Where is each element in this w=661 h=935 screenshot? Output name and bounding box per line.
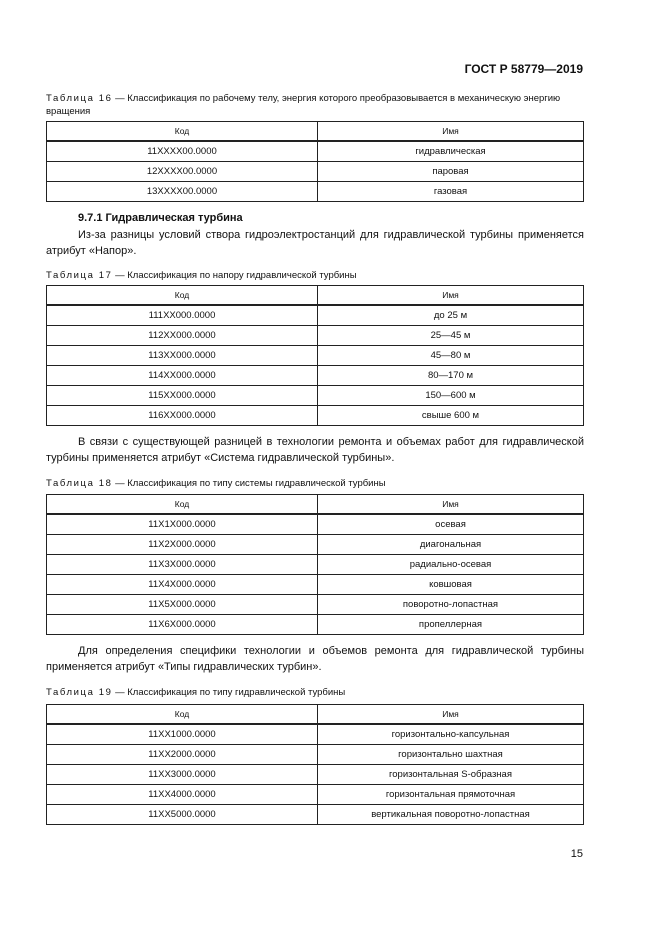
name-cell: осевая: [318, 514, 584, 535]
column-header-code: Код: [47, 705, 318, 725]
column-header-code: Код: [47, 495, 318, 515]
code-cell: 11X1X000.0000: [47, 514, 318, 535]
paragraph-type-attribute: [46, 643, 584, 675]
paragraph-system-attribute: [46, 434, 584, 466]
paragraph-text: Из-за разницы условий створа гидроэлектростанций для гидравлической турбины применяется атрибут «Напор».: [46, 229, 584, 257]
table17: [46, 285, 584, 426]
table-header-row: [47, 122, 584, 142]
code-cell: 12XXXX00.0000: [47, 162, 318, 182]
table18-caption-text: — Классификация по типу системы гидравлической турбины: [112, 478, 386, 489]
code-cell: 11XXXX00.0000: [47, 141, 318, 162]
name-cell: 45—80 м: [318, 346, 584, 366]
table-row: [47, 765, 584, 785]
table17-caption-label: Таблица 17: [46, 270, 113, 281]
table-row: [47, 615, 584, 635]
name-cell: горизонтально-капсульная: [318, 724, 584, 745]
name-cell: до 25 м: [318, 305, 584, 326]
name-cell: ковшовая: [318, 575, 584, 595]
column-header-name: Имя: [318, 705, 584, 725]
paragraph-head-attribute: [46, 227, 584, 259]
name-cell: гидравлическая: [318, 141, 584, 162]
table-row: [47, 182, 584, 202]
code-cell: 111XX000.0000: [47, 305, 318, 326]
column-header-code: Код: [47, 286, 318, 306]
code-cell: 11X3X000.0000: [47, 555, 318, 575]
name-cell: горизонтальная S-образная: [318, 765, 584, 785]
table16-caption: [46, 92, 586, 118]
code-cell: 11X4X000.0000: [47, 575, 318, 595]
code-cell: 113XX000.0000: [47, 346, 318, 366]
table-row: [47, 162, 584, 182]
name-cell: горизонтальная прямоточная: [318, 785, 584, 805]
table-row: [47, 305, 584, 326]
table16: [46, 121, 584, 202]
name-cell: радиально-осевая: [318, 555, 584, 575]
code-cell: 11XX5000.0000: [47, 805, 318, 825]
code-cell: 11XX1000.0000: [47, 724, 318, 745]
column-header-name: Имя: [318, 122, 584, 142]
name-cell: паровая: [318, 162, 584, 182]
table18-caption-label: Таблица 18: [46, 478, 113, 489]
table-row: [47, 514, 584, 535]
code-cell: 13XXXX00.0000: [47, 182, 318, 202]
paragraph-text: Для определения специфики технологии и объемов ремонта для гидравлической турбины применяется атрибут «Типы гидравлических турбин».: [46, 645, 584, 673]
table17-caption-text: — Классификация по напору гидравлической турбины: [112, 270, 357, 281]
table-row: [47, 326, 584, 346]
table-row: [47, 805, 584, 825]
column-header-code: Код: [47, 122, 318, 142]
code-cell: 11XX3000.0000: [47, 765, 318, 785]
name-cell: 25—45 м: [318, 326, 584, 346]
table-row: [47, 555, 584, 575]
code-cell: 11X6X000.0000: [47, 615, 318, 635]
name-cell: газовая: [318, 182, 584, 202]
column-header-name: Имя: [318, 286, 584, 306]
name-cell: свыше 600 м: [318, 406, 584, 426]
name-cell: диагональная: [318, 535, 584, 555]
table-row: [47, 386, 584, 406]
table18: [46, 494, 584, 635]
table-row: [47, 366, 584, 386]
table-row: [47, 406, 584, 426]
name-cell: вертикальная поворотно-лопастная: [318, 805, 584, 825]
name-cell: 80—170 м: [318, 366, 584, 386]
table-row: [47, 535, 584, 555]
column-header-name: Имя: [318, 495, 584, 515]
code-cell: 11XX4000.0000: [47, 785, 318, 805]
paragraph-text: В связи с существующей разницей в технологии ремонта и объемах работ для гидравлической турбины применяется атрибут «Система гидравлической турбины».: [46, 436, 584, 464]
code-cell: 116XX000.0000: [47, 406, 318, 426]
section-heading: 9.7.1 Гидравлическая турбина: [78, 212, 243, 224]
name-cell: пропеллерная: [318, 615, 584, 635]
code-cell: 115XX000.0000: [47, 386, 318, 406]
table-header-row: [47, 705, 584, 725]
table-row: [47, 575, 584, 595]
table16-caption-text: — Классификация по рабочему телу, энергия которого преобразовывается в механическую энергию вращения: [46, 93, 561, 117]
table-row: [47, 595, 584, 615]
table-row: [47, 724, 584, 745]
table19: [46, 704, 584, 825]
name-cell: горизонтально шахтная: [318, 745, 584, 765]
code-cell: 112XX000.0000: [47, 326, 318, 346]
table-row: [47, 745, 584, 765]
code-cell: 11X2X000.0000: [47, 535, 318, 555]
table16-caption-label: Таблица 16: [46, 93, 113, 104]
table19-caption-label: Таблица 19: [46, 687, 113, 698]
code-cell: 11XX2000.0000: [47, 745, 318, 765]
table-row: [47, 346, 584, 366]
name-cell: поворотно-лопастная: [318, 595, 584, 615]
table-row: [47, 785, 584, 805]
table19-caption-text: — Классификация по типу гидравлической турбины: [112, 687, 346, 698]
table-row: [47, 141, 584, 162]
code-cell: 114XX000.0000: [47, 366, 318, 386]
page-number: 15: [570, 848, 583, 860]
name-cell: 150—600 м: [318, 386, 584, 406]
standard-number: ГОСТ Р 58779—2019: [464, 62, 583, 76]
table17-caption: [46, 269, 586, 282]
table-header-row: [47, 286, 584, 306]
table19-caption: [46, 686, 586, 699]
table18-caption: [46, 477, 586, 490]
table-header-row: [47, 495, 584, 515]
code-cell: 11X5X000.0000: [47, 595, 318, 615]
